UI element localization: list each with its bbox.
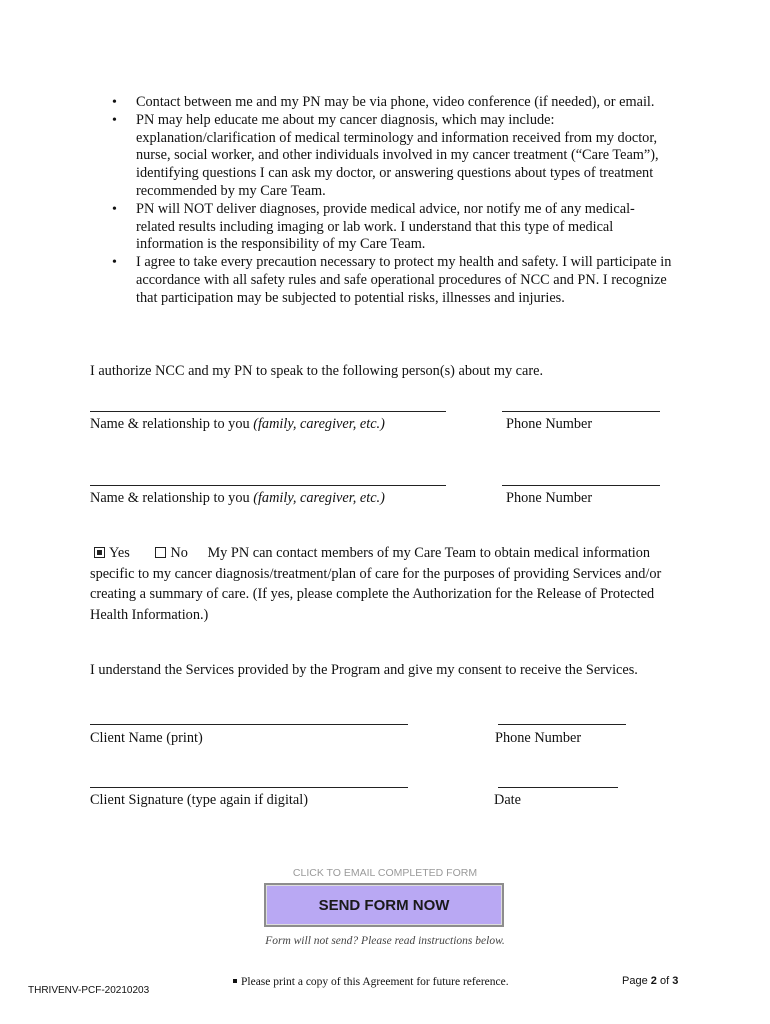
bullet-item: • I agree to take every precaution necessary to protect my health and safety. I will participate in accordance with all safety rules and safe operational procedures of NCC and PN. I recognize that participation may be subjected to potential risks, illnesses and injuries. (112, 254, 672, 307)
contact-1-name-field[interactable] (90, 411, 446, 412)
contact-1-name-label: Name & relationship to you (family, caregiver, etc.) (90, 416, 385, 432)
date-label: Date (494, 792, 521, 808)
form-id: THRIVENV-PCF-20210203 (28, 985, 150, 996)
page-number: Page 2 of 3 (622, 975, 679, 987)
client-signature-field[interactable] (90, 787, 408, 788)
care-team-consent (90, 543, 685, 625)
authorize-text: I authorize NCC and my PN to speak to the following person(s) about my care. (90, 363, 544, 379)
yes-checkbox[interactable] (94, 547, 105, 558)
print-note: Please print a copy of this Agreement for future reference. (233, 976, 509, 988)
send-form-button[interactable]: SEND FORM NOW (264, 883, 504, 927)
bullet-square-icon (233, 979, 237, 983)
client-phone-label: Phone Number (495, 730, 582, 746)
care-team-text-first: My PN can contact members of my Care Team to obtain medical (207, 545, 579, 561)
bullet-item: • PN may help educate me about my cancer diagnosis, which may include: explanation/clarification of medical terminology and information received from my doctor, nurse, social worker, and other individuals involved in my cancer treatment (“Care Team”), identifying questions I can ask my doctor, or answering questions about types of treatment recommended by my Care Team. (112, 112, 672, 201)
client-signature-label: Client Signature (type again if digital) (90, 792, 308, 808)
bullet-item: • Contact between me and my PN may be via phone, video conference (if needed), or email. (112, 94, 672, 112)
contact-1-phone-label: Phone Number (506, 416, 593, 432)
client-name-field[interactable] (90, 724, 408, 725)
yes-option[interactable]: Yes (94, 545, 130, 561)
contact-2-name-label: Name & relationship to you (family, caregiver, etc.) (90, 490, 385, 506)
consent-text: I understand the Services provided by the Program and give my consent to receive the Services. (90, 662, 638, 678)
contact-2-phone-field[interactable] (502, 485, 660, 486)
contact-2-phone-label: Phone Number (506, 490, 593, 506)
date-field[interactable] (498, 787, 618, 788)
client-phone-field[interactable] (498, 724, 626, 725)
contact-2-name-field[interactable] (90, 485, 446, 486)
client-name-label: Client Name (print) (90, 730, 203, 746)
contact-1-phone-field[interactable] (502, 411, 660, 412)
care-team-text-rest: information specific to my cancer diagnosis/treatment/plan of care for the purposes of providing Services and/or creating a summary of care. (If yes, please complete the Authorization for the Release of Protected Health Information.) (90, 545, 662, 623)
no-checkbox[interactable] (155, 547, 166, 558)
email-caption: CLICK TO EMAIL COMPLETED FORM (292, 867, 478, 879)
send-help-note: Form will not send? Please read instructions below. (265, 935, 505, 947)
bullet-item: • PN will NOT deliver diagnoses, provide medical advice, nor notify me of any medical-related results including imaging or lab work. I understand that this type of medical information is the responsibility of my Care Team. (112, 201, 672, 254)
no-option[interactable]: No (155, 545, 187, 561)
terms-bullet-list (112, 94, 672, 308)
